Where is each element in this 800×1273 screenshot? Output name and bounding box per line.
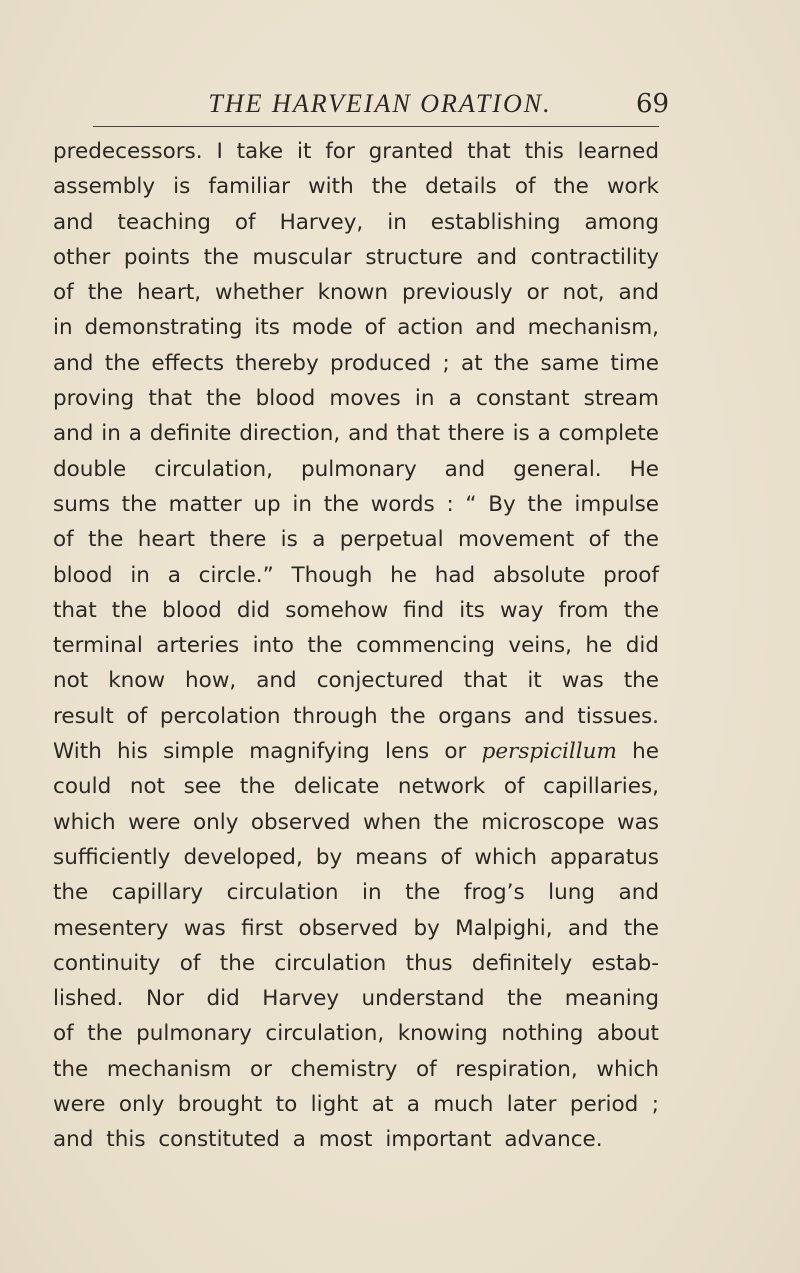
text-segment: With his simple magnifying lens or [53,739,482,765]
text-line: not know how, and conjectured that it was the [53,668,659,694]
text-line: and in a definite direction, and that there is a complete [53,421,659,447]
text-line: could not see the delicate network of capillaries, [53,774,659,800]
text-line: the mechanism or chemistry of respiration, which [53,1056,659,1082]
text-line: and the effects thereby produced ; at the same time [53,350,659,376]
page-number: 69 [636,89,670,119]
text-segment: he [616,739,659,765]
text-line: mesentery was first observed by Malpighi, and the [53,915,659,941]
text-line: that the blood did somehow find its way from the [53,597,659,623]
text-line: and this constituted a most important advance. [53,1127,603,1153]
text-line: in demonstrating its mode of action and mechanism, [53,315,659,341]
text-line: of the heart, whether known previously or not, and [53,280,659,306]
text-line: sums the matter up in the words : “ By the impulse [53,491,659,517]
text-line: proving that the blood moves in a constant stream [53,386,659,412]
text-line: continuity of the circulation thus definitely estab- [53,950,659,976]
header-rule [93,126,659,127]
running-head [0,88,800,128]
text-line: result of percolation through the organs and tissues. [53,703,659,729]
text-line: which were only observed when the microscope was [53,809,659,835]
text-line: blood in a circle.” Though he had absolute proof [53,562,659,588]
text-line: assembly is familiar with the details of the work [53,174,659,200]
text-line: the capillary circulation in the frog’s lung and [53,880,659,906]
text-line: and teaching of Harvey, in establishing among [53,209,659,235]
text-line: of the heart there is a perpetual movement of the [53,527,659,553]
text-line: other points the muscular structure and contractility [53,244,659,270]
text-line: sufficiently developed, by means of which apparatus [53,844,659,870]
text-line: terminal arteries into the commencing veins, he did [53,633,659,659]
text-line: of the pulmonary circulation, knowing nothing about [53,1021,659,1047]
text-line: lished. Nor did Harvey understand the meaning [53,986,659,1012]
text-line [53,734,659,769]
text-line: double circulation, pulmonary and general. He [53,456,659,482]
italic-term: perspicillum [481,739,617,765]
text-line: were only brought to light at a much later period ; [53,1092,659,1118]
text-line: predecessors. I take it for granted that this learned [53,139,659,164]
body-paragraph [53,134,659,1158]
running-title: THE HARVEIAN ORATION. [208,89,552,118]
